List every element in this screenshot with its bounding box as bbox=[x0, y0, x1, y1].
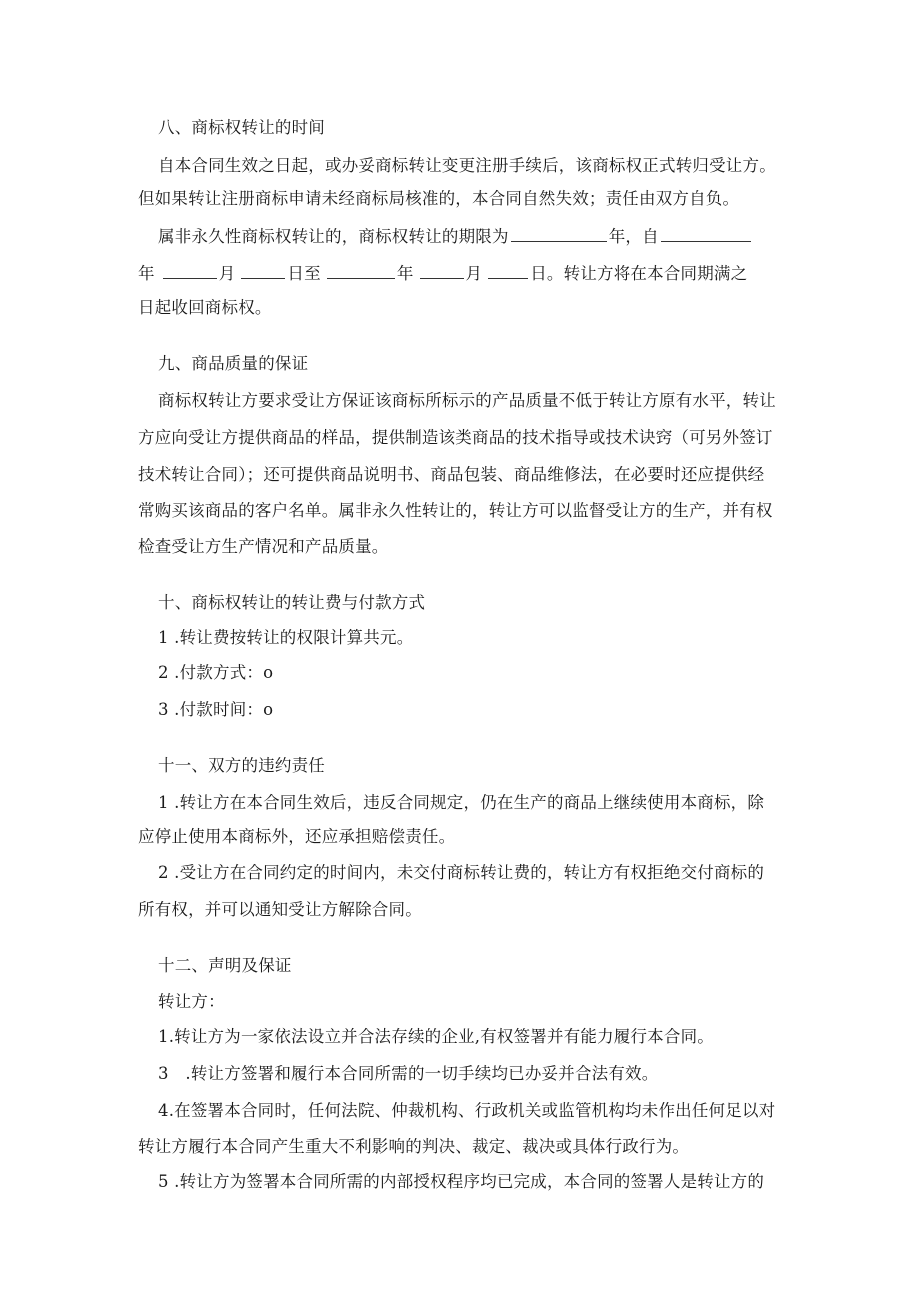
section-10-item2: 2 .付款方式：o bbox=[158, 663, 274, 682]
section-12-item4-line2: 转让方履行本合同产生重大不利影响的判决、裁定、裁决或具体行政行为。 bbox=[138, 1137, 690, 1156]
section-12-item3: 3 .转让方签署和履行本合同所需的一切手续均已办妥并合法有效。 bbox=[158, 1064, 659, 1083]
start-year-blank bbox=[661, 227, 751, 242]
section-9-line3: 技术转让合同）；还可提供商品说明书、商品包装、商品维修法，在必要时还应提供经 bbox=[138, 465, 765, 484]
section-8-para2-line3: 日起收回商标权。 bbox=[138, 298, 272, 317]
section-12-item4-line1: 4.在签署本合同时，任何法院、仲裁机构、行政机关或监管机构均未作出任何足以对 bbox=[158, 1101, 776, 1120]
section-9-heading: 九、商品质量的保证 bbox=[158, 354, 309, 373]
section-10-item1: 1 .转让费按转让的权限计算共元。 bbox=[158, 628, 414, 647]
start-day-blank bbox=[241, 264, 285, 279]
end-day-label: 日。转让方将在本合同期满之 bbox=[530, 264, 748, 283]
section-12-item5-line1: 5 .转让方为签署本合同所需的内部授权程序均已完成，本合同的签署人是转让方的 bbox=[158, 1172, 765, 1191]
section-11-item1-line2: 应停止使用本商标外，还应承担赔偿责任。 bbox=[138, 827, 456, 846]
section-12-subheading: 转让方： bbox=[158, 992, 225, 1011]
section-9-line4: 常购买该商品的客户名单。属非永久性转让的，转让方可以监督受让方的生产，并有权 bbox=[138, 501, 773, 520]
start-month-label: 月 bbox=[218, 264, 236, 283]
end-day-blank bbox=[488, 264, 528, 279]
end-year-label: 年 bbox=[396, 264, 414, 283]
end-month-label: 月 bbox=[465, 264, 483, 283]
term-years-blank bbox=[511, 227, 607, 242]
section-8-para2-line1 bbox=[158, 226, 753, 248]
section-12-heading: 十二、声明及保证 bbox=[158, 956, 292, 975]
section-9-line5: 检查受让方生产情况和产品质量。 bbox=[138, 537, 389, 556]
section-8-para1-line1: 自本合同生效之日起，或办妥商标转让变更注册手续后，该商标权正式转归受让方。 bbox=[158, 156, 776, 175]
start-year-label: 年 bbox=[138, 264, 155, 283]
term-text: 属非永久性商标权转让的，商标权转让的期限为 bbox=[158, 227, 509, 246]
section-8-heading: 八、商标权转让的时间 bbox=[158, 118, 325, 137]
section-11-heading: 十一、双方的违约责任 bbox=[158, 756, 325, 775]
section-10-heading: 十、商标权转让的转让费与付款方式 bbox=[158, 593, 426, 612]
section-9-line2: 方应向受让方提供商品的样品，提供制造该类商品的技术指导或技术诀窍（可另外签订 bbox=[138, 428, 773, 447]
section-11-item2-line1: 2 .受让方在合同约定的时间内，未交付商标转让费的，转让方有权拒绝交付商标的 bbox=[158, 863, 765, 882]
section-11-item1-line1: 1 .转让方在本合同生效后，违反合同规定，仍在生产的商品上继续使用本商标，除 bbox=[158, 793, 765, 812]
section-9-line1: 商标权转让方要求受让方保证该商标所标示的产品质量不低于转让方原有水平，转让 bbox=[158, 391, 776, 410]
section-10-item3: 3 .付款时间：o bbox=[158, 700, 274, 719]
term-years-label: 年，自 bbox=[608, 227, 659, 246]
start-day-label: 日至 bbox=[287, 264, 321, 283]
section-8-para2-line2 bbox=[138, 263, 747, 285]
end-month-blank bbox=[420, 264, 464, 279]
section-11-item2-line2: 所有权，并可以通知受让方解除合同。 bbox=[138, 900, 422, 919]
start-month-blank bbox=[163, 264, 217, 279]
section-8-para1-line2: 但如果转让注册商标申请未经商标局核准的，本合同自然失效；责任由双方自负。 bbox=[138, 189, 740, 208]
end-year-blank bbox=[327, 264, 395, 279]
section-12-item1: 1.转让方为一家依法设立并合法存续的企业,有权签署并有能力履行本合同。 bbox=[158, 1027, 714, 1046]
